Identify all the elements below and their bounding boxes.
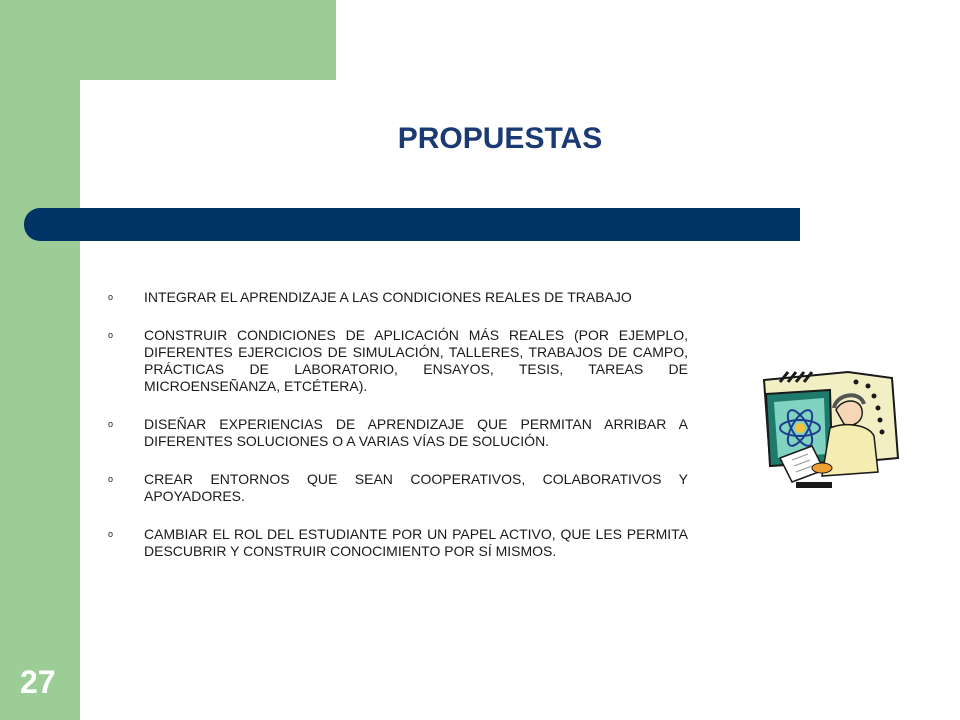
- slide-title: PROPUESTAS: [397, 122, 603, 155]
- bullet-marker-icon: o: [108, 292, 114, 302]
- bullet-marker-icon: o: [108, 330, 114, 340]
- bullet-text: CAMBIAR EL ROL DEL ESTUDIANTE POR UN PAPEL ACTIVO, QUE LES PERMITA DESCUBRIR Y CONSTRUIR CONOCIMIENTO POR SÍ MISMOS.: [144, 526, 688, 559]
- left-green-band: [0, 0, 80, 720]
- bullet-item: [108, 471, 688, 505]
- bullet-marker-icon: o: [108, 419, 114, 429]
- bullet-text: INTEGRAR EL APRENDIZAJE A LAS CONDICIONES REALES DE TRABAJO: [144, 289, 632, 305]
- bullet-list: [108, 289, 688, 581]
- bullet-item: [108, 289, 688, 306]
- bullet-item: [108, 526, 688, 560]
- bullet-marker-icon: o: [108, 474, 114, 484]
- bullet-marker-icon: o: [108, 529, 114, 539]
- title-divider-bar: [24, 208, 800, 241]
- bullet-item: [108, 327, 688, 395]
- top-green-band: [80, 0, 336, 80]
- bullet-text: DISEÑAR EXPERIENCIAS DE APRENDIZAJE QUE PERMITAN ARRIBAR A DIFERENTES SOLUCIONES O A VARIAS VÍAS DE SOLUCIÓN.: [144, 416, 688, 449]
- bullet-text: CONSTRUIR CONDICIONES DE APLICACIÓN MÁS REALES (POR EJEMPLO, DIFERENTES EJERCICIOS DE SIMULACIÓN, TALLERES, TRABAJOS DE CAMPO, PRÁCTICAS DE LABORATORIO, ENSAYOS, TESIS, TAREAS DE MICROENSEÑANZA, ETCÉTERA).: [144, 327, 688, 394]
- bullet-item: [108, 416, 688, 450]
- bullet-text: CREAR ENTORNOS QUE SEAN COOPERATIVOS, COLABORATIVOS Y APOYADORES.: [144, 471, 688, 504]
- scientist-computer-atom-icon: [752, 362, 900, 492]
- page-number: 27: [20, 664, 56, 700]
